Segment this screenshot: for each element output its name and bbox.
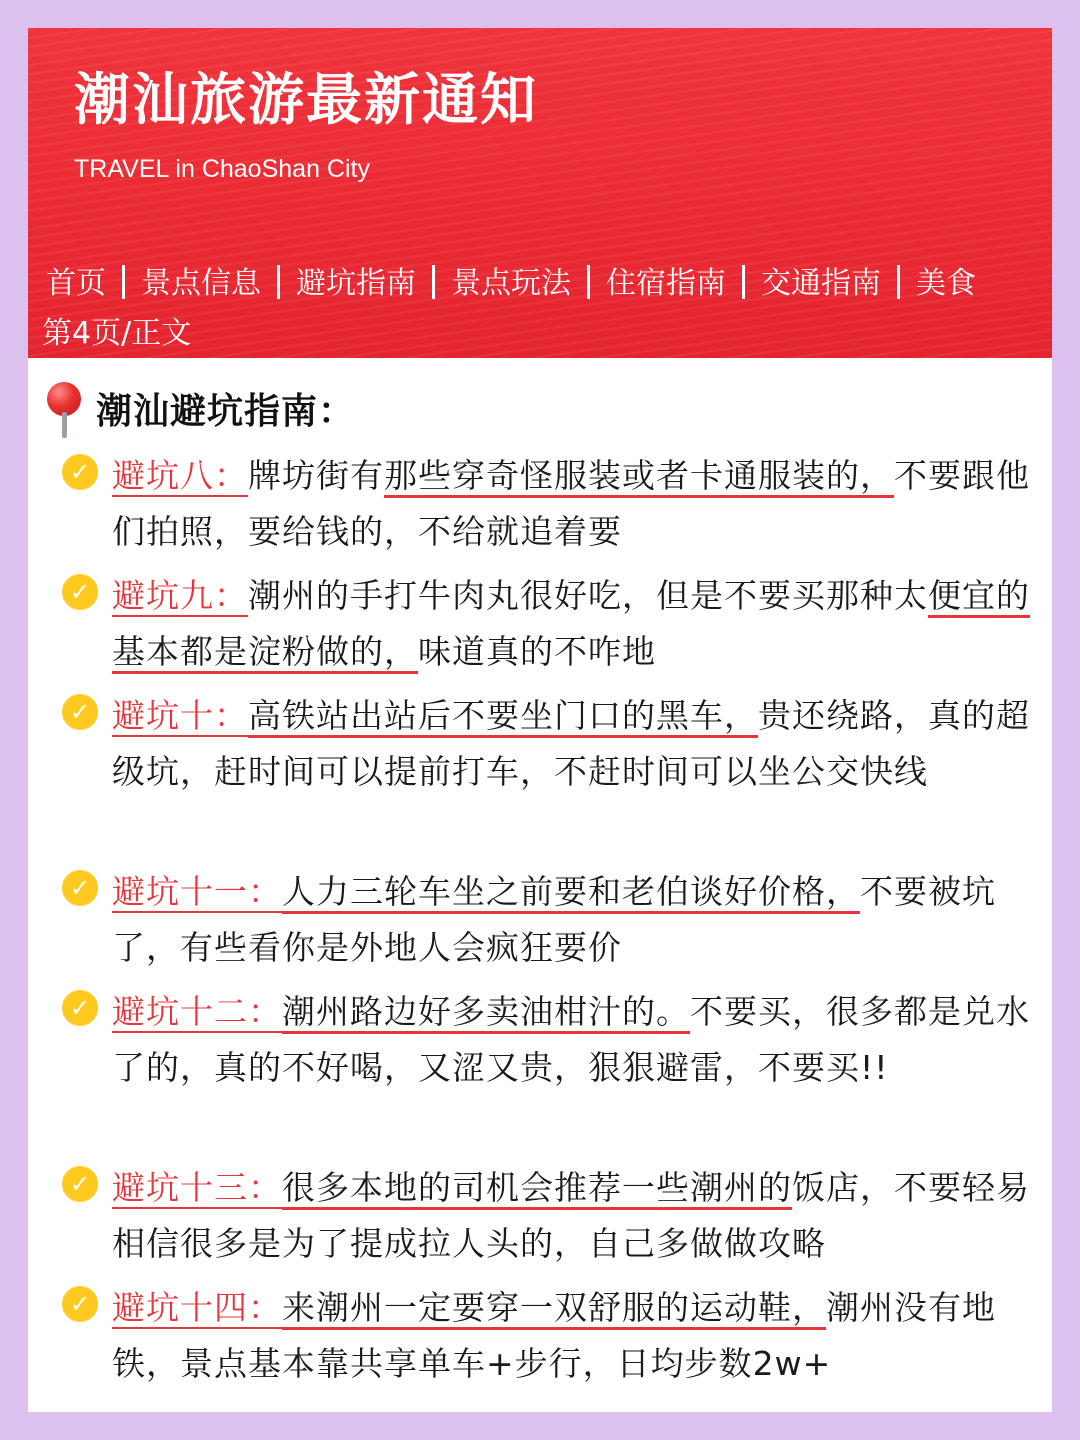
tip-text: [112, 448, 1032, 560]
nav-item-transport[interactable]: 交通指南: [761, 266, 881, 301]
tip-text-underlined: 那些穿奇怪服装或者卡通服装的，: [384, 456, 894, 498]
tip-text-plain: 饭店，不要轻易相信很多是为了提成拉人头的，自己多做做攻略: [112, 1168, 1030, 1263]
tip-text-plain: 不要买，很多都是兑水了的，真的不好喝，又涩又贵，狠狠避雷，不要买!!: [112, 992, 1030, 1087]
nav-item-lodging[interactable]: 住宿指南: [606, 266, 726, 301]
nav-item-home[interactable]: 首页: [46, 266, 106, 301]
nav-item-attractions[interactable]: 景点信息: [141, 266, 261, 301]
tip-label: 避坑九：: [112, 576, 248, 615]
nav-bar: [46, 262, 1052, 306]
tip-text: [112, 984, 1032, 1096]
check-icon: ✓: [62, 694, 98, 730]
tip-label: 避坑八：: [112, 456, 248, 495]
tip-text-plain: 牌坊街有: [248, 456, 384, 495]
tip-text: [112, 864, 1032, 976]
tip-label: 避坑十二：: [112, 992, 282, 1031]
breadcrumb: 第4页/正文: [42, 316, 192, 351]
tip-text-underlined: 很多本地的司机会推荐一些潮州的: [282, 1168, 792, 1210]
tip-text-underlined: 便宜的基本都是淀粉做的，: [112, 576, 1030, 674]
tip-text-plain: 不要被坑了，有些看你是外地人会疯狂要价: [112, 872, 996, 967]
section-title: 潮汕避坑指南：: [96, 390, 356, 432]
check-icon: ✓: [62, 1166, 98, 1202]
nav-separator: [742, 265, 745, 299]
page-title: 潮汕旅游最新通知: [74, 68, 538, 133]
check-icon: ✓: [62, 574, 98, 610]
check-icon: ✓: [62, 1286, 98, 1322]
tip-text-plain: 潮州的手打牛肉丸很好吃，但是不要买那种太: [248, 576, 928, 615]
round-pushpin-icon: [42, 380, 88, 436]
pin-head: [47, 382, 81, 416]
tip-text: [112, 1160, 1032, 1272]
nav-separator: [277, 265, 280, 299]
nav-item-food[interactable]: 美食: [916, 266, 976, 301]
nav-separator: [587, 265, 590, 299]
section-heading: [42, 378, 355, 438]
nav-separator: [897, 265, 900, 299]
pin-needle: [62, 412, 67, 438]
header-banner: [28, 28, 1052, 358]
check-icon: ✓: [62, 454, 98, 490]
tip-text-plain: 贵还绕路，真的超级坑，赶时间可以提前打车，不赶时间可以坐公交快线: [112, 696, 1030, 791]
tip-text-plain: 不要跟他们拍照，要给钱的，不给就追着要: [112, 456, 1030, 551]
check-icon: ✓: [62, 990, 98, 1026]
tip-text-underlined: 来潮州一定要穿一双舒服的运动鞋，: [282, 1288, 826, 1330]
tip-text-underlined: 高铁站出站后不要坐门口的黑车，: [248, 696, 758, 738]
tip-text-plain: 潮州没有地铁，景点基本靠共享单车+步行，日均步数2w+: [112, 1288, 996, 1383]
check-icon: ✓: [62, 870, 98, 906]
tip-text: [112, 688, 1032, 800]
tip-label: 避坑十四：: [112, 1288, 282, 1327]
tip-text-underlined: 潮州路边好多卖油柑汁的。: [282, 992, 690, 1034]
tip-label: 避坑十一：: [112, 872, 282, 911]
nav-item-play-guide[interactable]: 景点玩法: [451, 266, 571, 301]
tip-text-plain: 味道真的不咋地: [418, 632, 656, 671]
tip-text-underlined: 人力三轮车坐之前要和老伯谈好价格，: [282, 872, 860, 914]
tip-label: 避坑十三：: [112, 1168, 282, 1207]
nav-separator: [122, 265, 125, 299]
tip-text: [112, 568, 1032, 680]
nav-separator: [432, 265, 435, 299]
page-subtitle: TRAVEL in ChaoShan City: [74, 155, 370, 183]
poster-card: [28, 28, 1052, 1412]
tip-text: [112, 1280, 1032, 1392]
nav-item-pitfall-guide[interactable]: 避坑指南: [296, 266, 416, 301]
tip-label: 避坑十：: [112, 696, 248, 735]
